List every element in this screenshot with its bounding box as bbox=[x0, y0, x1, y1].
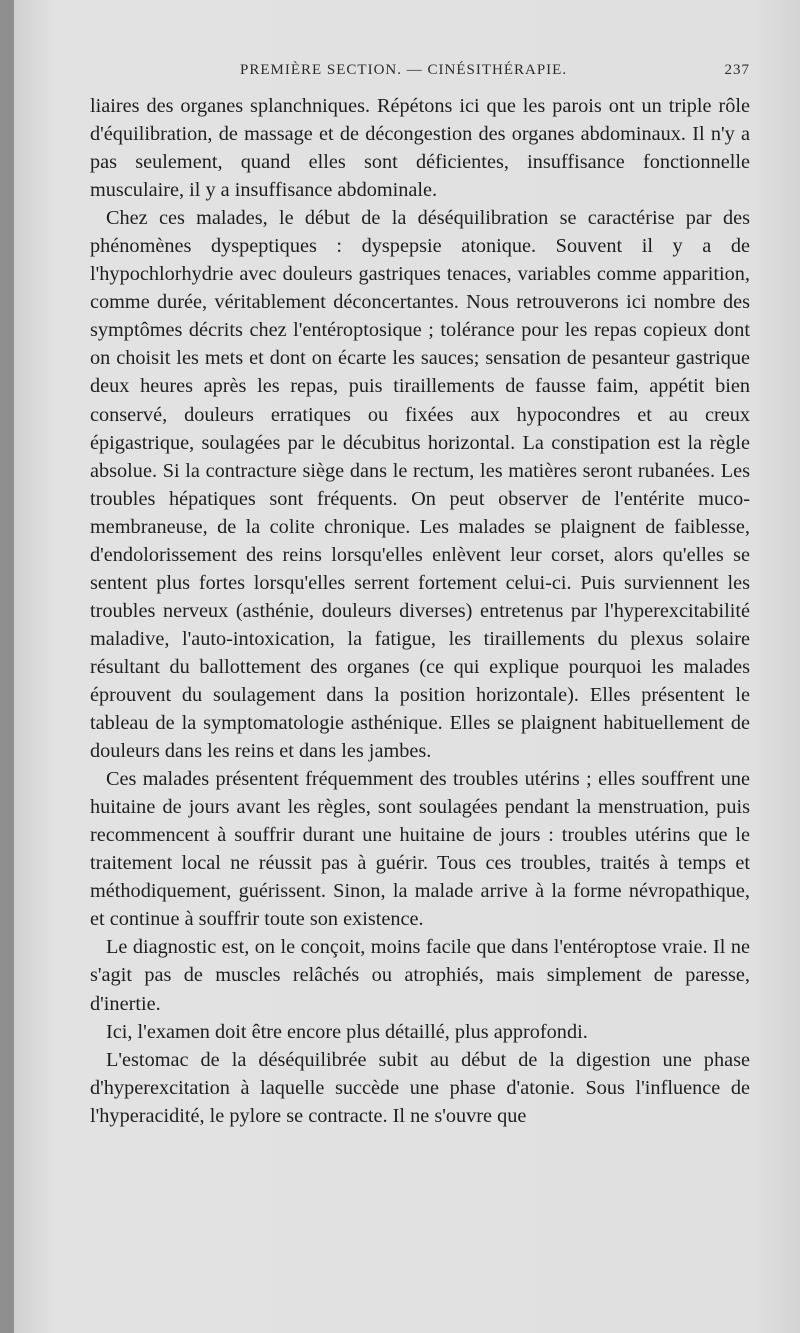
page-number: 237 bbox=[724, 62, 750, 78]
paragraph: Ces malades présentent fréquemment des troubles utérins ; elles souffrent une huitaine de jours avant les règles, sont soulagées pendant la menstruation, puis recommencent à souffrir durant une huitaine de jours : troubles utérins que le traitement local ne réussit pas à guérir. Tous ces troubles, traités à temps et méthodiquement, guérissent. Sinon, la malade arrive à la forme névropathique, et continue à souffrir toute son existence. bbox=[90, 768, 750, 931]
paragraph: L'estomac de la déséquilibrée subit au début de la digestion une phase d'hyperexcitation à laquelle succède une phase d'atonie. Sous l'influence de l'hyperacidité, le pylore se contracte. Il ne s'ouvre que bbox=[90, 1048, 750, 1127]
running-header bbox=[90, 62, 750, 86]
book-page bbox=[14, 0, 800, 1333]
running-title: PREMIÈRE SECTION. — CINÉSITHÉRAPIE. bbox=[240, 62, 568, 78]
paragraph: Le diagnostic est, on le conçoit, moins facile que dans l'entéroptose vraie. Il ne s'agit pas de muscles relâchés ou atrophiés, mais simplement de paresse, d'inertie. bbox=[90, 936, 750, 1015]
body-text bbox=[90, 92, 750, 1130]
paragraph: Chez ces malades, le début de la déséquilibration se caractérise par des phénomènes dyspeptiques : dyspepsie atonique. Souvent il y a de l'hypochlorhydrie avec douleurs gastriques tenaces, variables comme apparition, comme durée, véritablement déconcertantes. Nous retrouverons ici nombre des symptômes décrits chez l'entéroptosique ; tolérance pour les repas copieux dont on choisit les mets et dont on écarte les sauces; sensation de pesanteur gastrique deux heures après les repas, puis tiraillements de fausse faim, appétit bien conservé, douleurs erratiques ou fixées aux hypocondres et au creux épigastrique, soulagées par le décubitus horizontal. La constipation est la règle absolue. Si la contracture siège dans le rectum, les matières seront rubanées. Les troubles hépatiques sont fréquents. On peut observer de l'entérite muco-membraneuse, de la colite chronique. Les malades se plaignent de faiblesse, d'endolorissement des reins lorsqu'elles enlèvent leur corset, alors qu'elles se sentent plus fortes lorsqu'elles serrent fortement celui-ci. Puis surviennent les troubles nerveux (asthénie, douleurs diverses) entretenus par l'hyperexcitabilité maladive, l'auto-intoxication, la fatigue, les tiraillements du plexus solaire résultant du ballottement des organes (ce qui explique pourquoi les malades éprouvent du soulagement dans la position horizontale). Elles présentent le tableau de la symptomatologie asthénique. Elles se plaignent habituellement de douleurs dans les reins et dans les jambes. bbox=[90, 207, 750, 763]
paragraph: liaires des organes splanchniques. Répétons ici que les parois ont un triple rôle d'équilibration, de massage et de décongestion des organes abdominaux. Il n'y a pas seulement, quand elles sont déficientes, insuffisance fonctionnelle musculaire, il y a insuffisance abdominale. bbox=[90, 95, 750, 202]
paragraph: Ici, l'examen doit être encore plus détaillé, plus approfondi. bbox=[106, 1020, 588, 1043]
